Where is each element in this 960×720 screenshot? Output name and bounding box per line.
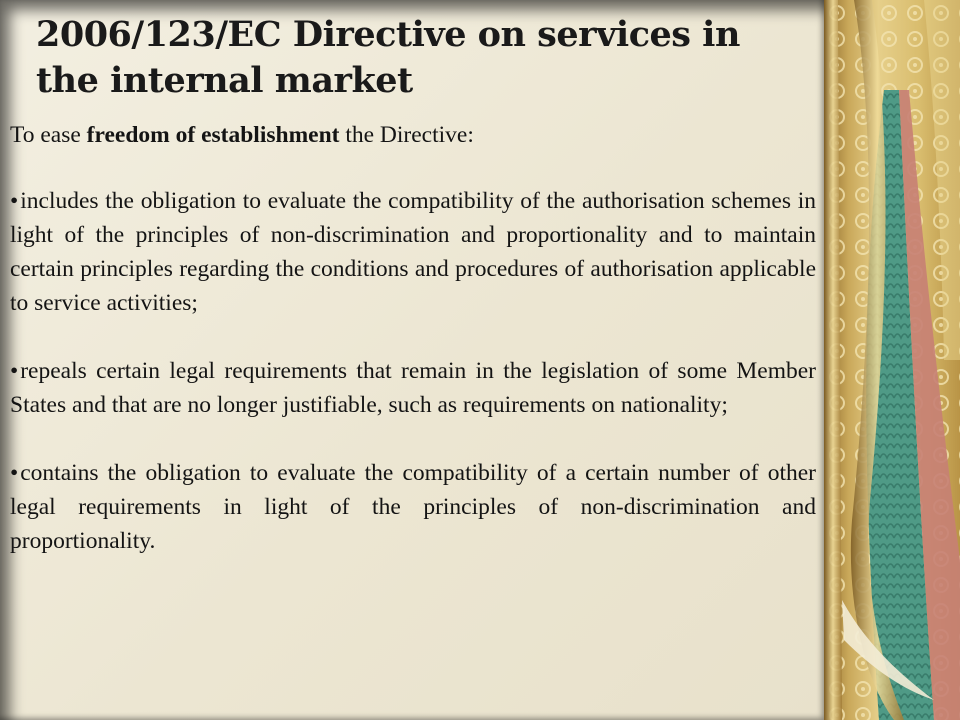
bullet-dot-icon: • (10, 188, 19, 214)
decorative-ribbons-illustration (824, 0, 960, 720)
decorative-side-panel (824, 0, 960, 720)
bullet-item-2 (10, 354, 816, 422)
intro-after: the Directive: (339, 122, 474, 148)
bullet-item-3 (10, 456, 816, 558)
bullet-dot-icon: • (10, 460, 19, 486)
intro-line (10, 118, 816, 152)
slide-title: 2006/123/EC Directive on services in the internal market (36, 14, 740, 101)
intro-bold: freedom of establishment (86, 122, 340, 148)
slide-body (10, 118, 816, 592)
bullet-text-2: repeals certain legal requirements that remain in the legislation of some Member States and that are no longer justifiable, such as requirements on nationality; (10, 358, 816, 418)
bullet-item-1 (10, 184, 816, 320)
bullet-dot-icon: • (10, 358, 19, 384)
bullet-text-3: contains the obligation to evaluate the compatibility of a certain number of other legal requirements in light of the principles of non-discrimination and proportionality. (10, 460, 816, 554)
intro-before: To ease (10, 122, 87, 148)
bullet-text-1: includes the obligation to evaluate the compatibility of the authorisation schemes in light of the principles of non-discrimination and proportionality and to maintain certain principles regarding the conditions and procedures of authorisation applicable to service activities; (10, 188, 816, 316)
